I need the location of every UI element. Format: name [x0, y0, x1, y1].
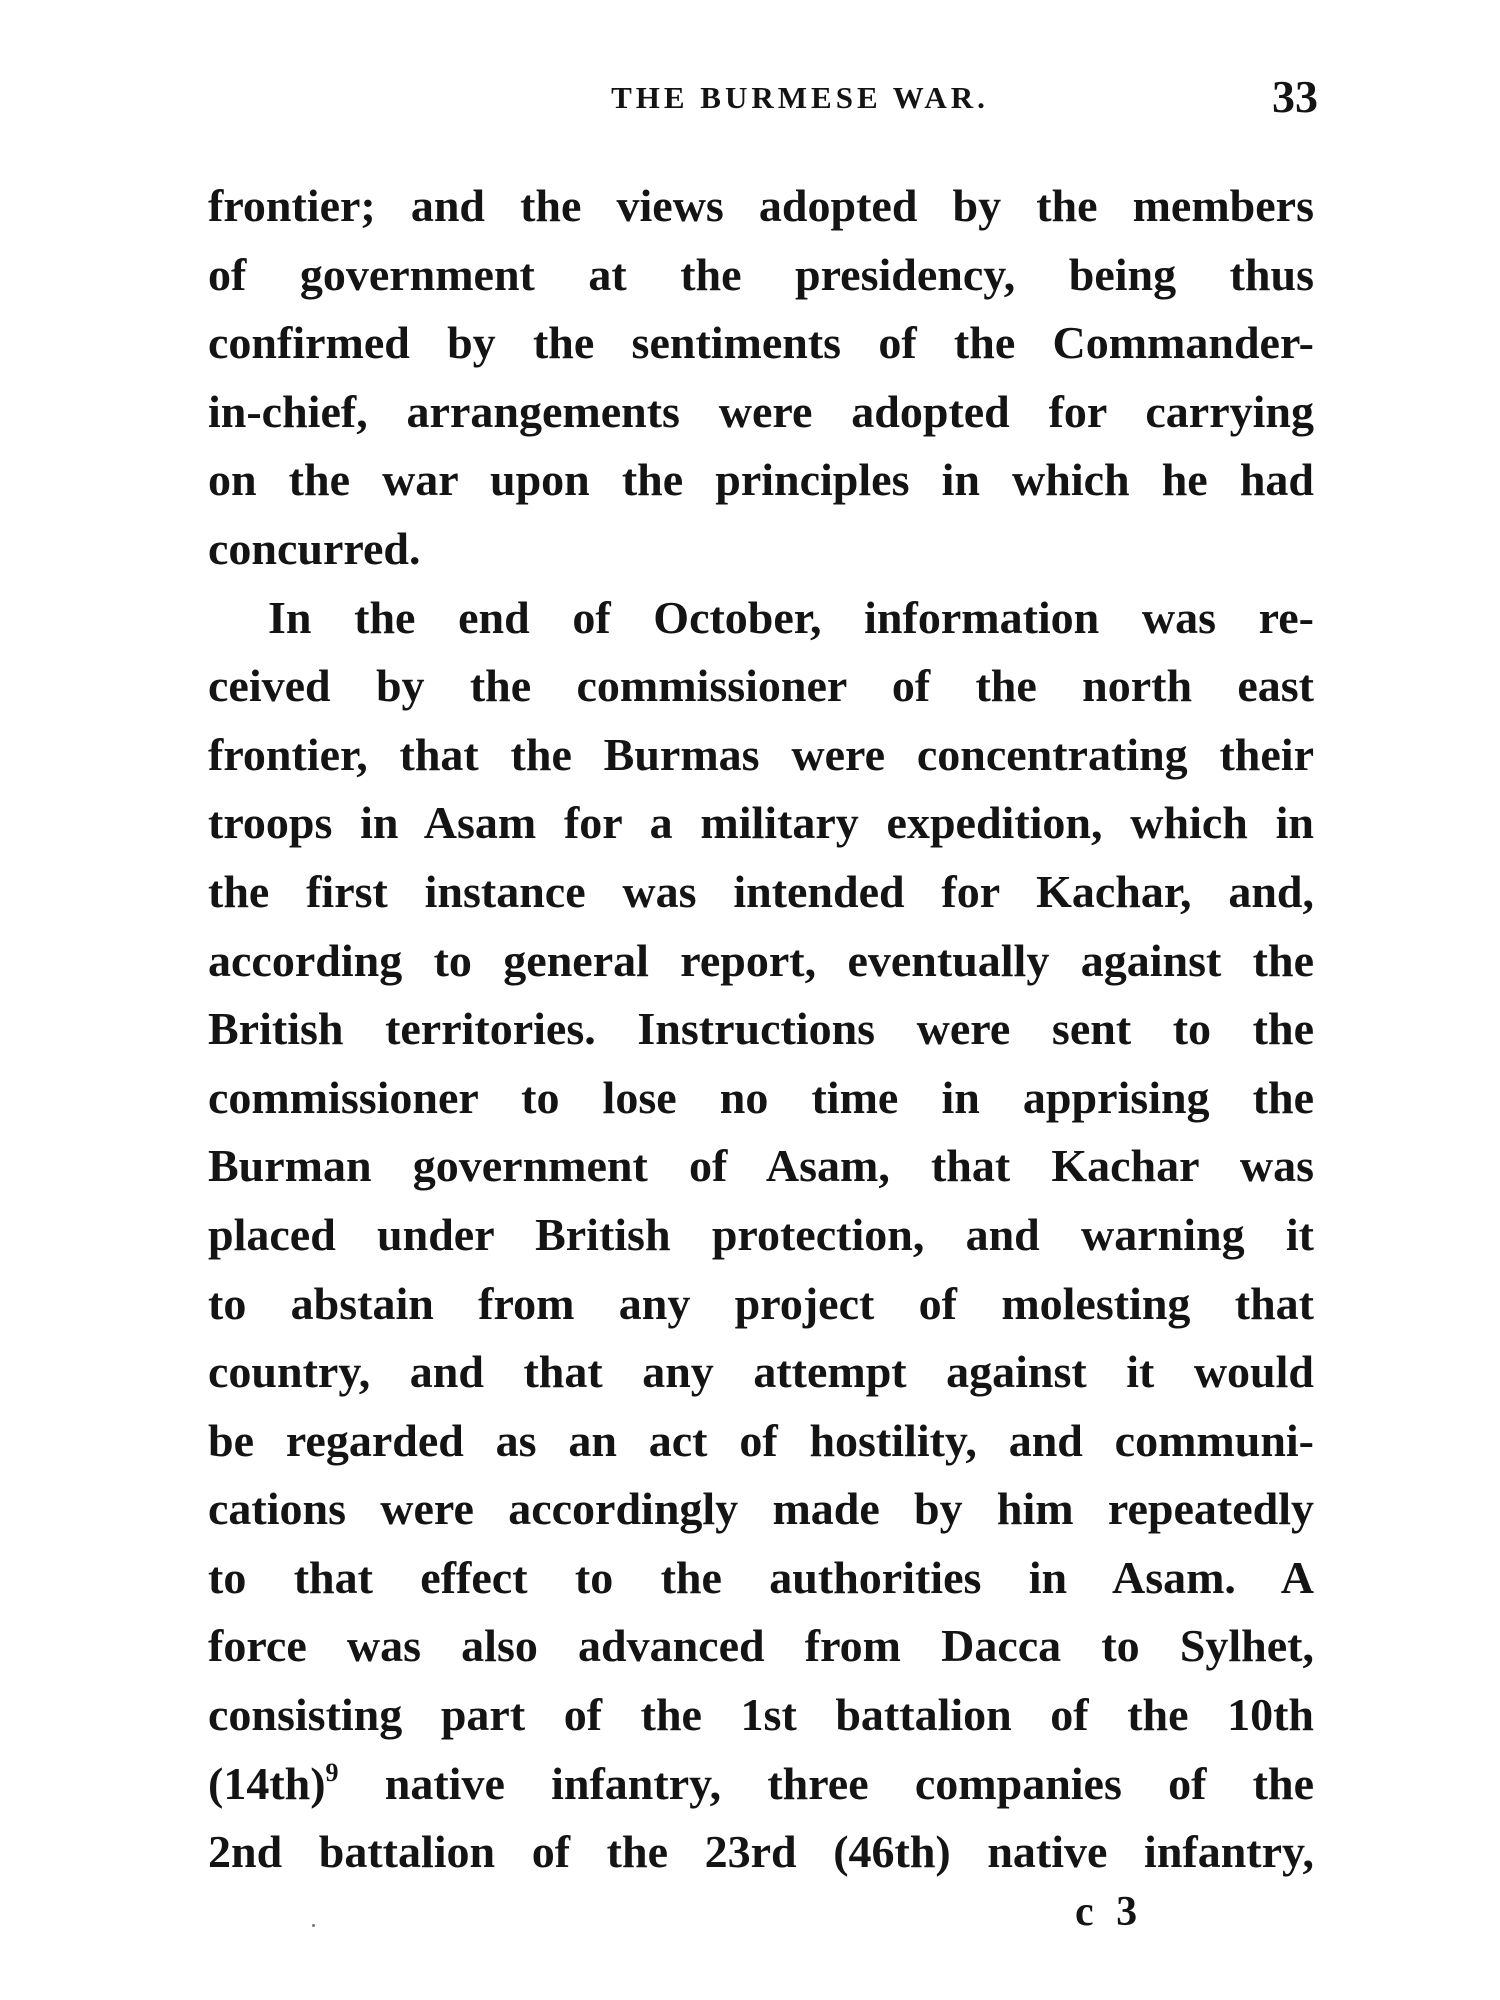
- text-line: Burman government of Asam, that Kachar was: [208, 1140, 1314, 1192]
- text-line: on the war upon the principles in which he had: [208, 454, 1314, 506]
- text-line: In the end of October, information was re-: [268, 591, 1314, 643]
- text-line: placed under British protection, and warning it: [208, 1208, 1314, 1260]
- text-line: consisting part of the 1st battalion of the 10th: [208, 1689, 1314, 1741]
- running-head: [212, 70, 1318, 130]
- text-line: be regarded as an act of hostility, and communi-: [208, 1414, 1314, 1466]
- text-line: cations were accordingly made by him repeatedly: [208, 1483, 1314, 1535]
- paragraph-2: [208, 584, 1314, 1887]
- text-line: troops in Asam for a military expedition, which in: [208, 797, 1314, 849]
- body-text: [208, 172, 1314, 1887]
- text-line-with-footnote: [208, 1750, 1314, 1819]
- text-line: country, and that any attempt against it would: [208, 1346, 1314, 1398]
- text-fragment: native infantry, three companies of the: [338, 1757, 1314, 1809]
- text-line: the first instance was intended for Kachar, and,: [208, 865, 1314, 917]
- text-line: to that effect to the authorities in Asam. A: [208, 1551, 1314, 1603]
- print-speck: [312, 1924, 315, 1927]
- text-line: according to general report, eventually against the: [208, 934, 1314, 986]
- text-line: concurred.: [208, 522, 421, 574]
- text-line: confirmed by the sentiments of the Commander-: [208, 317, 1314, 369]
- text-line: of government at the presidency, being thus: [208, 248, 1314, 300]
- text-line: frontier, that the Burmas were concentrating their: [208, 728, 1314, 780]
- text-line: commissioner to lose no time in apprising the: [208, 1071, 1314, 1123]
- page-number: 33: [1272, 71, 1318, 122]
- text-line: to abstain from any project of molesting that: [208, 1277, 1314, 1329]
- text-line: 2nd battalion of the 23rd (46th) native infantry,: [208, 1826, 1314, 1878]
- text-line: ceived by the commissioner of the north east: [208, 660, 1314, 712]
- text-line: British territories. Instructions were sent to the: [208, 1003, 1314, 1055]
- running-title: THE BURMESE WAR.: [611, 80, 989, 115]
- paragraph-1: [208, 172, 1314, 584]
- signature-mark: c 3: [1075, 1889, 1144, 1935]
- text-line: in-chief, arrangements were adopted for carrying: [208, 385, 1314, 437]
- text-line: force was also advanced from Dacca to Sylhet,: [208, 1620, 1314, 1672]
- footnote-marker: 9: [325, 1757, 339, 1787]
- text-line: frontier; and the views adopted by the members: [208, 180, 1314, 231]
- text-fragment: (14th): [208, 1757, 326, 1809]
